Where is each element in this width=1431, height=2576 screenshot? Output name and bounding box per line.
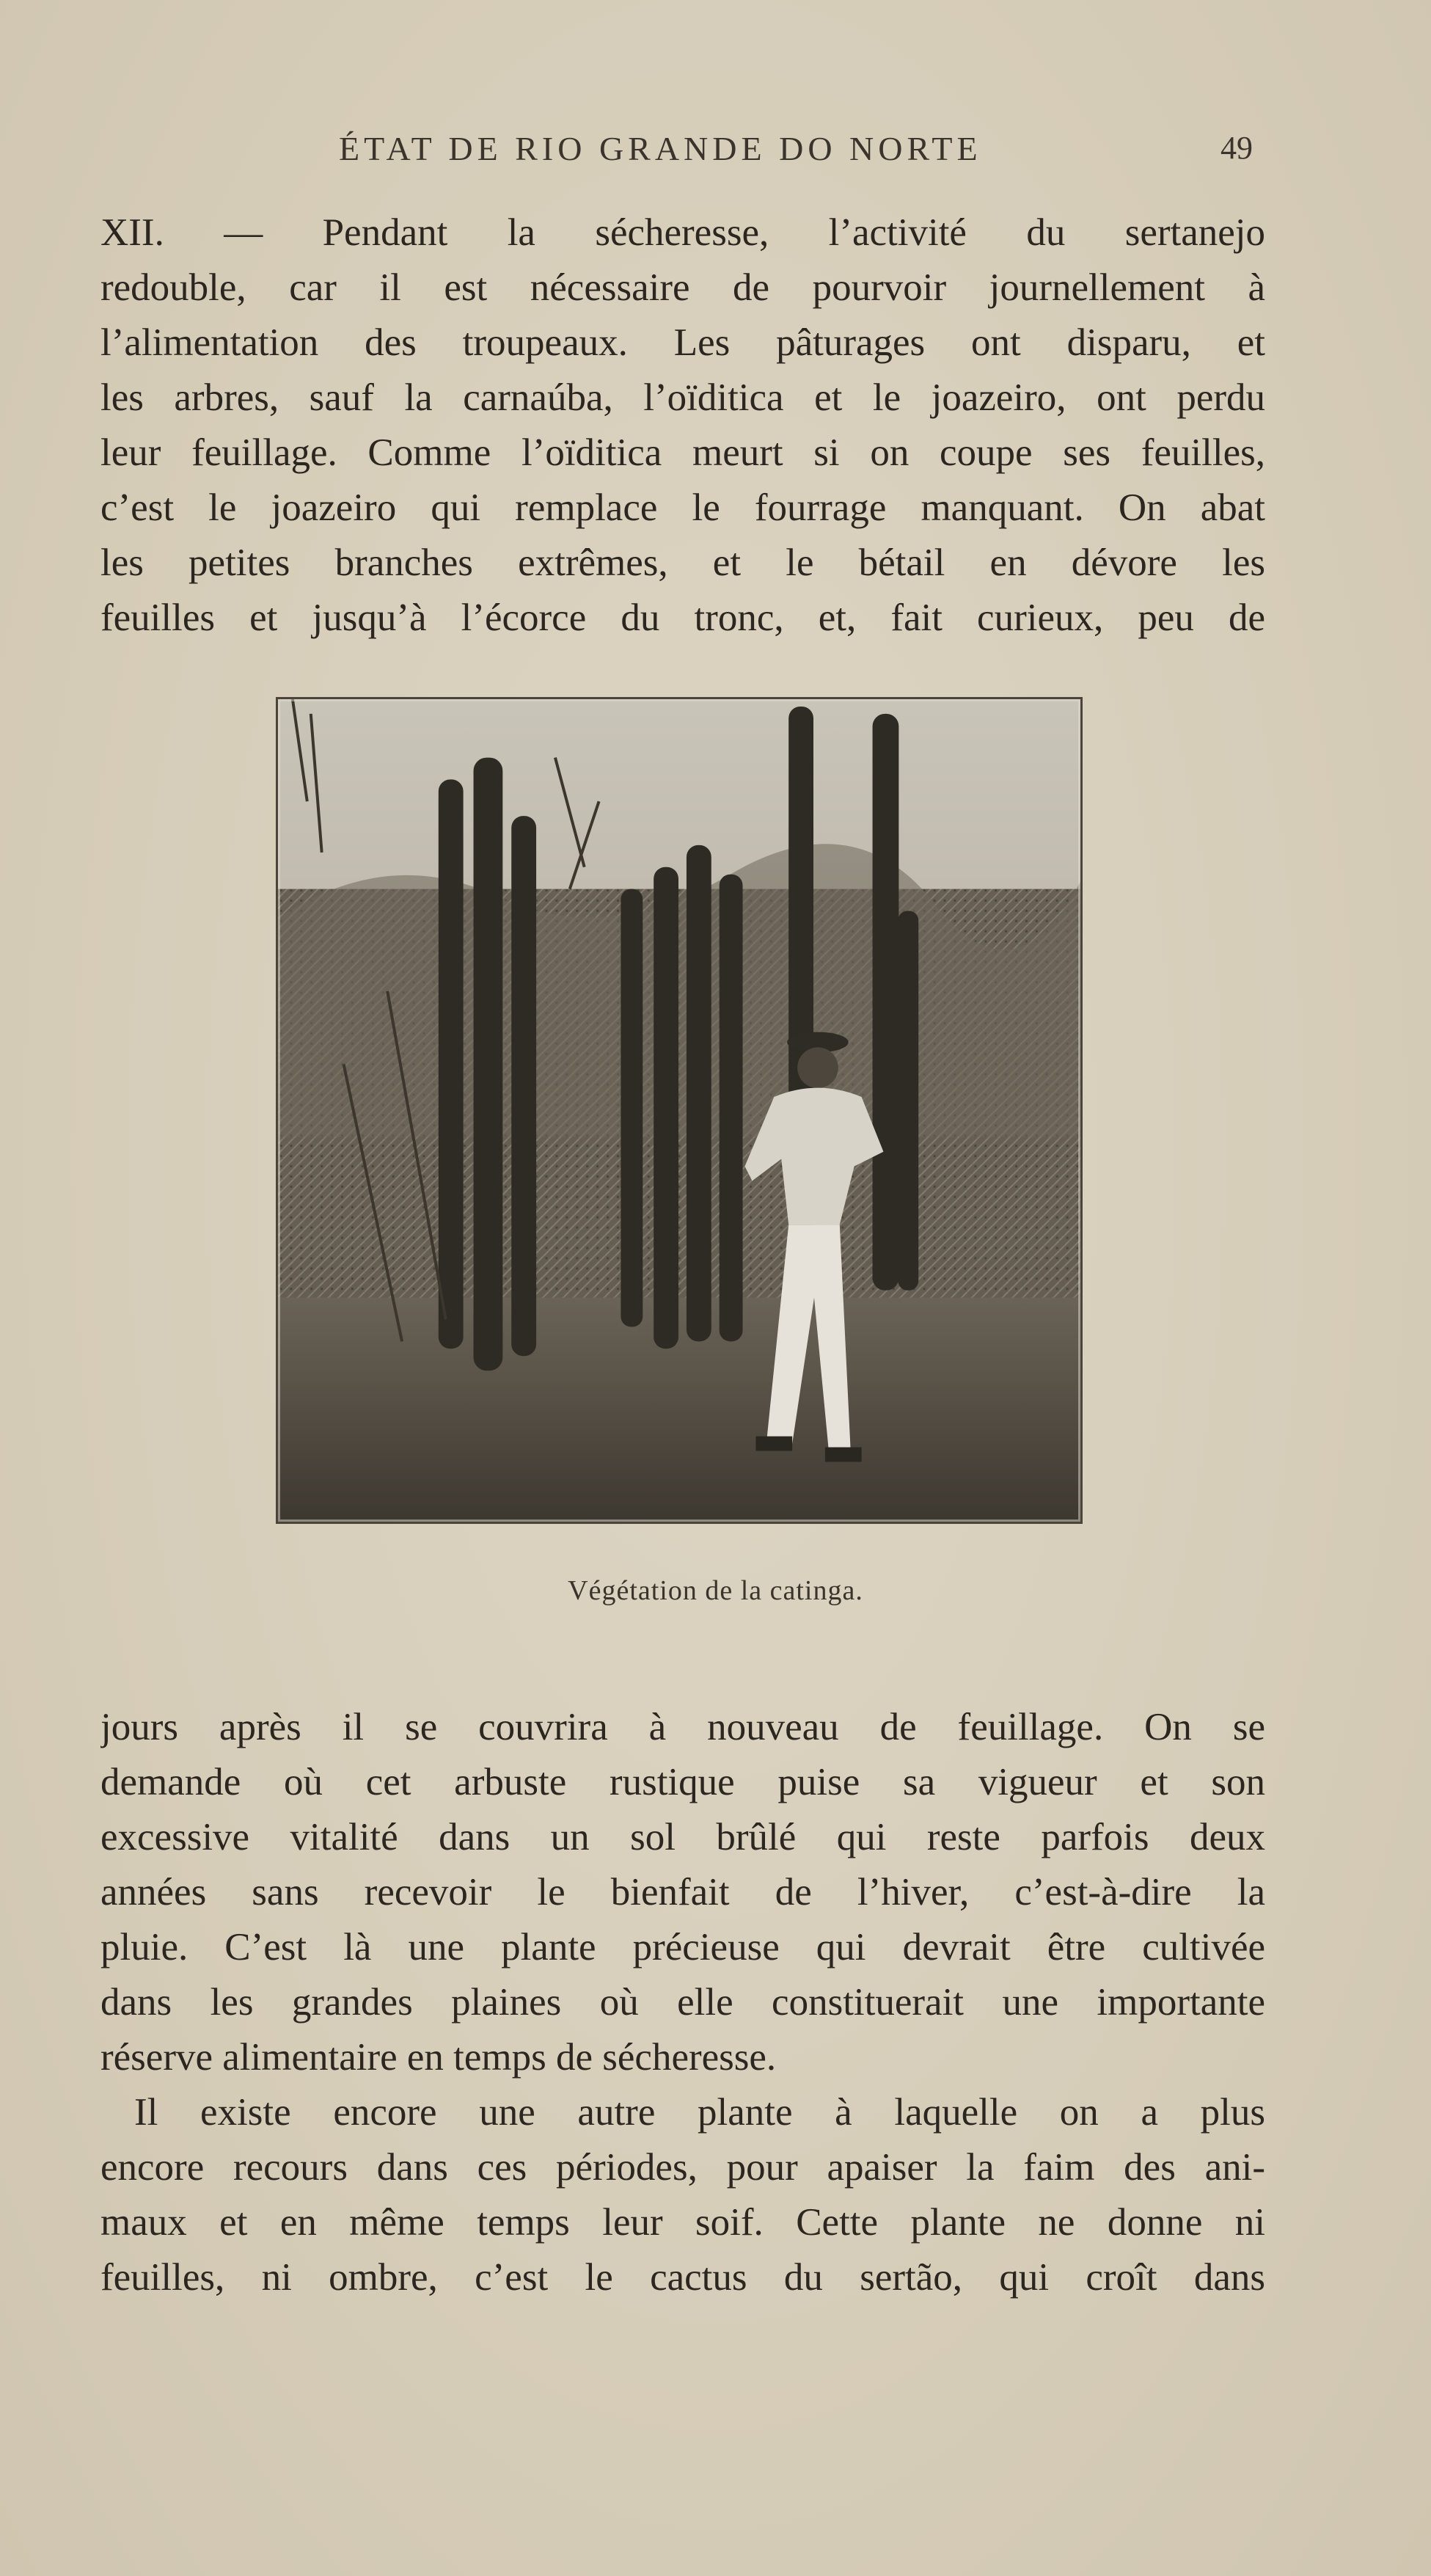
text-line: leur feuillage. Comme l’oïditica meurt si on coupe ses feuilles, bbox=[100, 431, 1265, 474]
text-line: jours après il se couvrira à nouveau de feuillage. On se bbox=[100, 1706, 1265, 1748]
page-header bbox=[0, 129, 1431, 173]
text-line: excessive vitalité dans un sol brûlé qui reste parfois deux bbox=[100, 1816, 1265, 1858]
photograph-illustration bbox=[278, 699, 1080, 1522]
paragraph-top bbox=[100, 205, 1265, 646]
text-line: l’alimentation des troupeaux. Les pâturages ont disparu, et bbox=[100, 321, 1265, 364]
text-line: demande où cet arbuste rustique puise sa vigueur et son bbox=[100, 1761, 1265, 1803]
running-head: ÉTAT DE RIO GRANDE DO NORTE bbox=[339, 130, 982, 167]
text-line: pluie. C’est là une plante précieuse qui devrait être cultivée bbox=[100, 1926, 1265, 1969]
text-line: encore recours dans ces périodes, pour apaiser la faim des ani- bbox=[100, 2146, 1265, 2189]
text-line: les arbres, sauf la carnaúba, l’oïditica et le joazeiro, ont perdu bbox=[100, 376, 1265, 419]
text-line: XII. — Pendant la sécheresse, l’activité du sertanejo bbox=[100, 211, 1265, 254]
text-line: c’est le joazeiro qui remplace le fourrage manquant. On abat bbox=[100, 486, 1265, 529]
text-line: années sans recevoir le bienfait de l’hiver, c’est-à-dire la bbox=[100, 1871, 1265, 1913]
text-line: les petites branches extrêmes, et le bétail en dévore les bbox=[100, 541, 1265, 584]
text-line: Il existe encore une autre plante à laquelle on a plus bbox=[134, 2091, 1265, 2134]
paragraph-bottom bbox=[100, 1700, 1265, 2305]
text-line: dans les grandes plaines où elle constituerait une importante bbox=[100, 1981, 1265, 2024]
text-line: redouble, car il est nécessaire de pourvoir journellement à bbox=[100, 266, 1265, 309]
figure-caption: Végétation de la catinga. bbox=[568, 1575, 863, 1606]
text-line: maux et en même temps leur soif. Cette plante ne donne ni bbox=[100, 2201, 1265, 2244]
catinga-photograph bbox=[276, 697, 1083, 1524]
text-line: feuilles et jusqu’à l’écorce du tronc, et, fait curieux, peu de bbox=[100, 596, 1265, 639]
text-line: feuilles, ni ombre, c’est le cactus du sertão, qui croît dans bbox=[100, 2256, 1265, 2299]
page-number: 49 bbox=[1220, 130, 1253, 166]
text-line: réserve alimentaire en temps de sécheresse. bbox=[100, 2036, 777, 2079]
